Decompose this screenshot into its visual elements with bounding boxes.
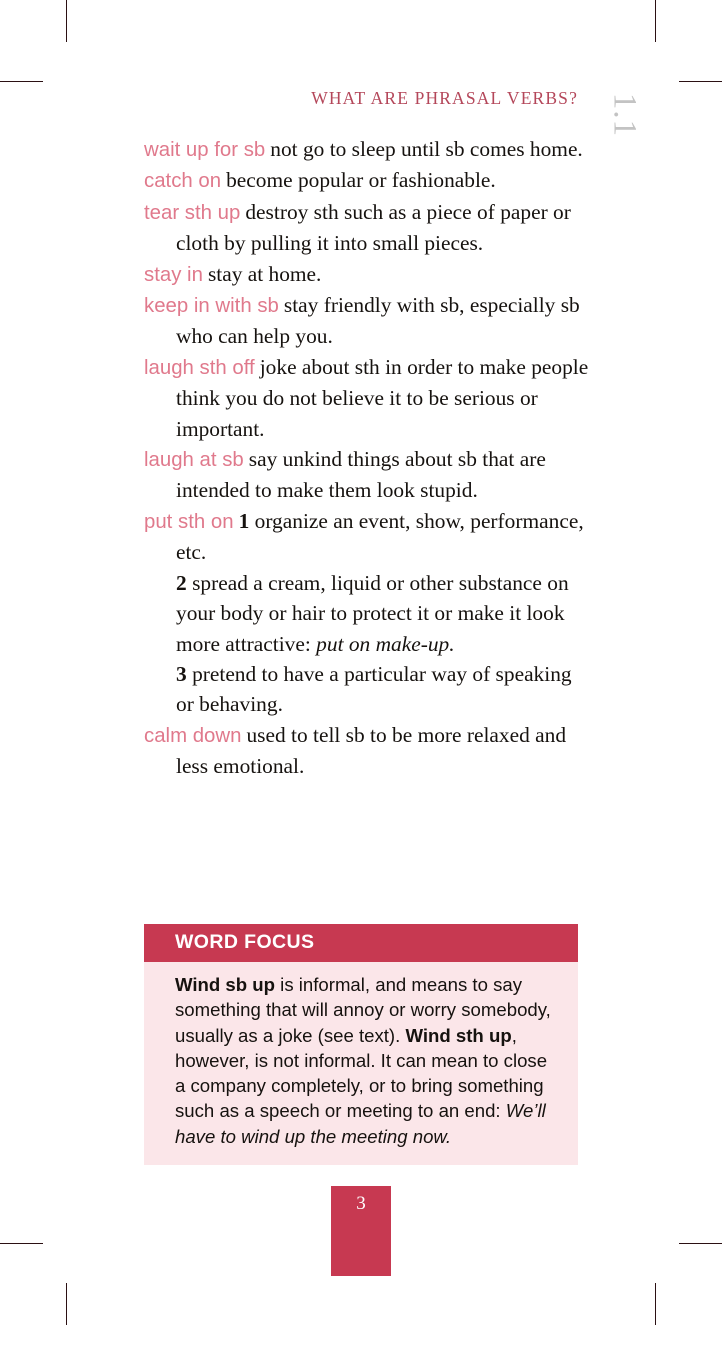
dictionary-entry — [144, 197, 590, 259]
entry-headword: tear sth up — [144, 201, 241, 224]
crop-mark-top-left-vertical — [66, 0, 67, 42]
section-marker — [592, 84, 656, 146]
sense-number: 2 — [176, 570, 187, 595]
crop-mark-bottom-right-vertical — [655, 1283, 656, 1325]
sense-number: 3 — [176, 661, 187, 686]
dictionary-sense — [144, 568, 590, 659]
crop-mark-bottom-left-vertical — [66, 1283, 67, 1325]
entry-headword: stay in — [144, 263, 203, 286]
entry-definition: joke about sth in order to make people think you do not believe it to be serious or important. — [176, 354, 589, 441]
crop-mark-top-left-horizontal — [0, 81, 43, 82]
entry-definition: used to tell sb to be more relaxed and less emotional. — [176, 722, 567, 779]
sense-text: spread a cream, liquid or other substance on your body or hair to protect it or make it look more attractive: — [176, 570, 569, 656]
dictionary-entry — [144, 259, 590, 290]
dictionary-entry — [144, 134, 590, 165]
entry-headword: put sth on — [144, 510, 234, 533]
page-number: 3 — [356, 1193, 366, 1214]
entry-definition: stay friendly with sb, especially sb who can help you. — [176, 293, 580, 349]
word-focus-title: WORD FOCUS — [144, 924, 578, 962]
entry-headword: laugh at sb — [144, 449, 244, 472]
sense-text: organize an event, show, performance, etc. — [176, 508, 584, 565]
word-focus-panel — [144, 924, 578, 1165]
sense-example: put on make-up. — [316, 631, 455, 656]
dictionary-sense — [144, 659, 590, 720]
dictionary-entry — [144, 290, 590, 352]
entry-definition: destroy sth such as a piece of paper or cloth by pulling it into small pieces. — [176, 199, 571, 256]
word-focus-body — [144, 962, 578, 1165]
dictionary-entry — [144, 720, 590, 782]
crop-mark-bottom-left-horizontal — [0, 1243, 43, 1244]
crop-mark-top-right-vertical — [655, 0, 656, 42]
sense-number: 1 — [238, 508, 250, 533]
entry-headword: wait up for sb — [144, 139, 266, 161]
word-focus-text: , however, is not informal. It can mean to close a company completely, or to bring something such as a speech or meeting to an end: — [175, 1024, 548, 1122]
dictionary-entry — [144, 506, 590, 568]
entry-definition: become popular or fashionable. — [226, 168, 496, 193]
entry-headword: calm down — [144, 724, 242, 747]
word-focus-headword: Wind sb up — [175, 974, 276, 995]
crop-mark-bottom-right-horizontal — [679, 1243, 722, 1244]
phrasal-verb-entry-list — [144, 134, 590, 782]
dictionary-entry — [144, 165, 590, 196]
dictionary-entry — [144, 352, 590, 444]
entry-definition: not go to sleep until sb comes home. — [270, 137, 583, 161]
crop-mark-top-right-horizontal — [679, 81, 722, 82]
entry-headword: catch on — [144, 170, 222, 193]
dictionary-entry — [144, 444, 590, 506]
entry-headword: keep in with sb — [144, 295, 279, 318]
running-head: WHAT ARE PHRASAL VERBS? — [311, 88, 578, 108]
entry-definition: stay at home. — [207, 261, 322, 286]
entry-definition: say unkind things about sb that are intended to make them look stupid. — [176, 447, 546, 503]
sense-text: pretend to have a particular way of speaking or behaving. — [176, 661, 572, 717]
page-number-block — [331, 1186, 391, 1276]
word-focus-text: is informal, and means to say something that will annoy or worry somebody, usually as a joke (see text). — [175, 974, 551, 1046]
section-marker-label: 1.1 — [606, 92, 643, 138]
word-focus-example: We’ll have to wind up the meeting now. — [175, 1100, 546, 1147]
word-focus-headword: Wind sth up — [405, 1024, 512, 1046]
entry-headword: laugh sth off — [144, 356, 255, 379]
